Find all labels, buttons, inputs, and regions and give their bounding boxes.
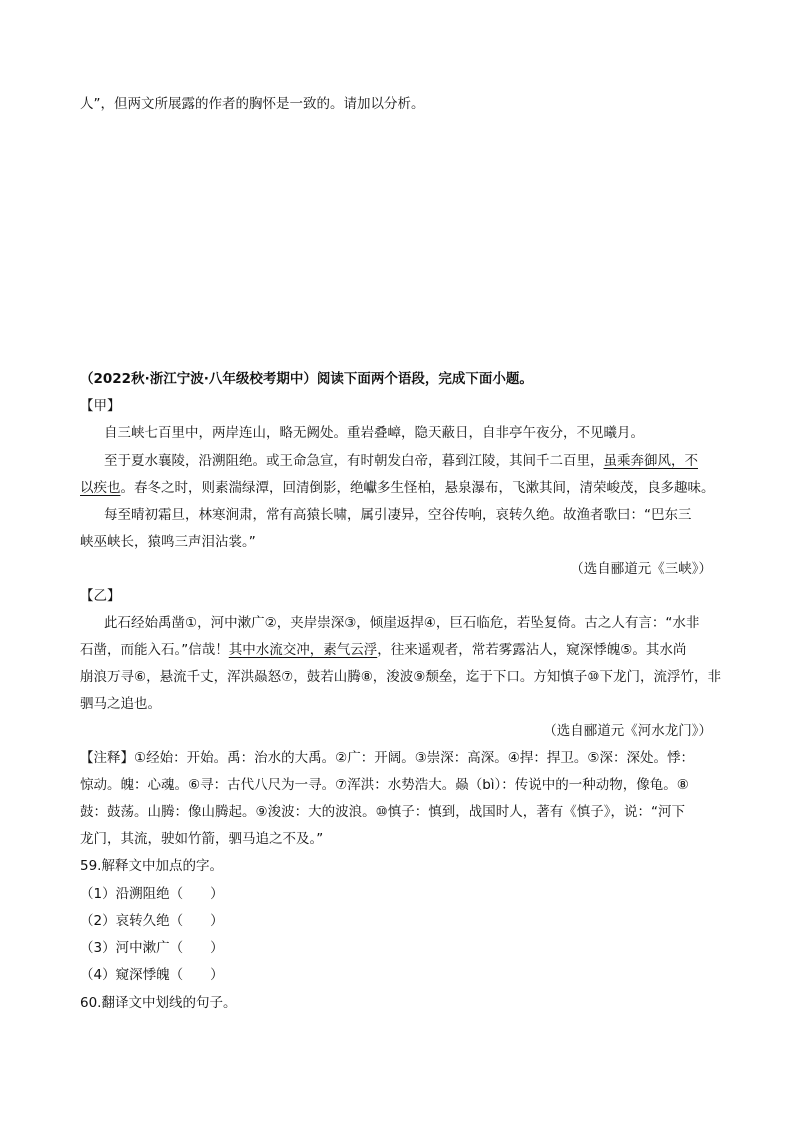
- notes-line-3: 鼓：鼓荡。山腾：像山腾起。⑨浚波：大的波浪。⑩慎子：慎到，战国时人，著有《慎子》，说：“河下: [80, 804, 685, 820]
- jia-paragraph-3-line-2: 峡巫峡长，猿鸣三声泪沾裳。”: [80, 534, 256, 550]
- question-59-title: 59.解释文中加点的字。: [80, 858, 223, 874]
- notes-line-2: 惊动。魄：心魂。⑥寻：古代八尺为一寻。⑦浑洪：水势浩大。赑（bì）：传说中的一种动物，像龟。⑧: [80, 777, 689, 793]
- section-heading: （2022秋·浙江宁波·八年级校考期中）阅读下面两个语段，完成下面小题。: [80, 371, 533, 387]
- yi-line-3: 崩浪万寻⑥，悬流千丈，浑洪赑怒⑦，鼓若山腾⑧，浚波⑨颓垒，迄于下口。方知慎子⑩下龙门，流浮竹，非: [80, 669, 722, 685]
- label-jia: 【甲】: [80, 398, 121, 414]
- notes-line-1: 【注释】①经始：开始。禹：治水的大禹。②广：开阔。③崇深：高深。④捍：捍卫。⑤深：深处。悸：: [80, 750, 695, 766]
- yi-source: （选自郦道元《河水龙门》）: [543, 723, 712, 739]
- underlined-sentence-yi: 其中水流交冲，素气云浮: [228, 642, 378, 658]
- jia-source: （选自郦道元《三峡》）: [570, 561, 712, 577]
- jia-paragraph-1: 自三峡七百里中，两岸连山，略无阙处。重岩叠嶂，隐天蔽日，自非亭午夜分，不见曦月。: [104, 425, 644, 441]
- yi-line-1: 此石经始禹凿①，河中漱广②，夹岸崇深③，倾崖返捍④，巨石临危，若坠复倚。古之人有言：“水非: [104, 615, 700, 631]
- yi-line-4: 驷马之追也。: [80, 696, 161, 712]
- question-59-item-2: （2）哀转久绝（ ）: [80, 913, 224, 929]
- jia-paragraph-2-line-1: 至于夏水襄陵，沿溯阻绝。或王命急宣，有时朝发白帝，暮到江陵，其间千二百里，虽乘奔御风，不: [104, 453, 698, 469]
- yi-line-2: 石凿，而能入石。”信哉！其中水流交冲，素气云浮，往来遥观者，常若雾露沾人，窥深悸魄⑤。其水尚: [80, 642, 687, 658]
- question-59-item-4: （4）窥深悸魄（ ）: [80, 967, 224, 983]
- question-59-item-3: （3）河中漱广（ ）: [80, 940, 224, 956]
- question-60-title: 60.翻译文中划线的句子。: [80, 995, 237, 1011]
- label-yi: 【乙】: [80, 588, 121, 604]
- underlined-sentence-jia: 虽乘奔御风，不: [603, 453, 698, 469]
- intro-line: 人”，但两文所展露的作者的胸怀是一致的。请加以分析。: [80, 96, 425, 112]
- jia-paragraph-3-line-1: 每至晴初霜旦，林寒涧肃，常有高猿长啸，属引凄异，空谷传响，哀转久绝。故渔者歌曰：“巴东三: [104, 507, 692, 523]
- question-59-item-1: （1）沿溯阻绝（ ）: [80, 886, 224, 902]
- notes-line-4: 龙门，其流，驶如竹箭，驷马追之不及。”: [80, 831, 324, 847]
- underlined-sentence-jia-end: 以疾也: [80, 480, 121, 496]
- jia-paragraph-2-line-2: 以疾也。春冬之时，则素湍绿潭，回清倒影，绝巘多生怪柏，悬泉瀑布，飞漱其间，清荣峻茂，良多趣味。: [80, 480, 715, 496]
